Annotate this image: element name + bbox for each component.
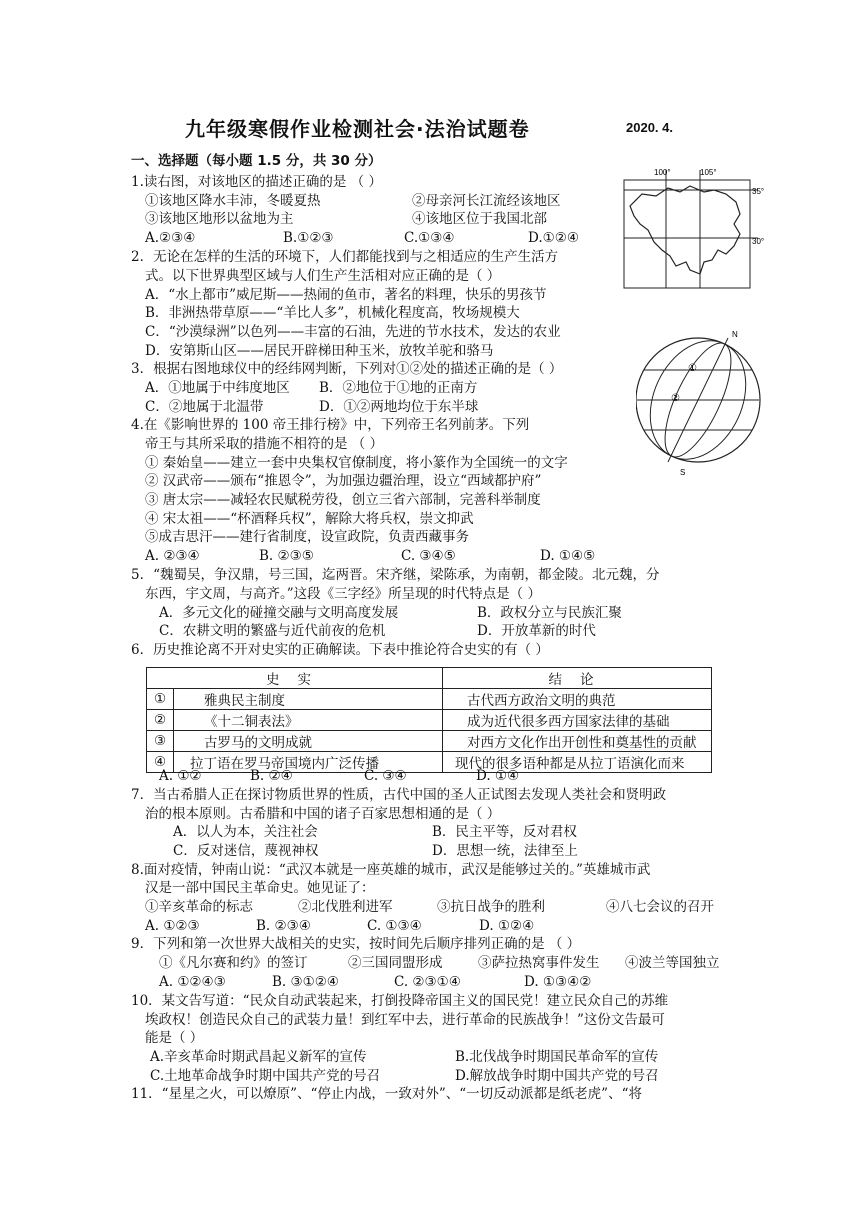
q8-stem-line2: 汉是一部中国民主革命史。她见证了： (145, 880, 375, 896)
q9-statement-4: ④波兰等国独立 (625, 955, 720, 971)
q7-option-a: A．以人为本，关注社会 (173, 824, 318, 840)
q2-option-d: D．安第斯山区——居民开辟梯田种玉米，放牧羊驼和骆马 (145, 343, 494, 359)
q9-statement-3: ③萨拉热窝事件发生 (478, 955, 600, 971)
lat-label-30: 30° (752, 237, 765, 246)
q2-stem-line2: 式。以下世界典型区域与人们生产生活相对应正确的是（ ） (145, 268, 501, 284)
q6-option-d: D. ①④ (476, 768, 520, 784)
q4-option-c: C. ③④⑤ (401, 548, 456, 564)
q8-statement-4: ④八七会议的召开 (606, 899, 714, 915)
q10-option-d: D.解放战争时期中国共产党的号召 (455, 1068, 659, 1084)
row-number: ① (147, 689, 174, 710)
q5-option-a: A．多元文化的碰撞交融与文明高度发展 (159, 605, 399, 621)
lat-label-35: 35° (752, 187, 765, 196)
q4-statement-2: ② 汉武帝——颁布“推恩令”，为加强边疆治理，设立“西域都护府” (145, 473, 542, 489)
q10-stem-line1: 10．某文告写道：“民众自动武装起来，打倒投降帝国主义的国民党！建立民众自己的苏维 (131, 993, 669, 1009)
row-conclusion: 现代的很多语种都是从拉丁语演化而来 (443, 752, 712, 773)
lon-label-105: 105° (700, 168, 717, 177)
q8-statement-2: ②北伐胜利进军 (298, 899, 393, 915)
q2-option-a: A．“水上都市”威尼斯——热闹的鱼市，著名的料理，快乐的男孩节 (145, 287, 547, 303)
q6-option-b: B. ②④ (250, 768, 293, 784)
q5-option-d: D．开放革新的时代 (477, 623, 596, 639)
q3-option-d: D．①②两地均位于东半球 (319, 399, 479, 415)
q2-stem-line1: 2．无论在怎样的生活的环境下，人们都能找到与之相适应的生产生活方 (131, 249, 559, 265)
q10-option-b: B.北伐战争时期国民革命军的宣传 (455, 1049, 659, 1065)
q4-option-d: D. ①④⑤ (540, 548, 596, 564)
table-row (147, 689, 712, 710)
q1-statement-2: ②母亲河长江流经该地区 (412, 193, 561, 209)
globe-south-label: S (680, 468, 686, 475)
q6-stem: 6．历史推论离不开对史实的正确解读。下表中推论符合史实的有（ ） (131, 642, 549, 658)
globe-point-2: ② (671, 393, 680, 404)
q3-option-c: C．②地属于北温带 (145, 399, 264, 415)
table-row (147, 731, 712, 752)
header-fact: 史实 (147, 668, 443, 689)
header-conclusion: 结论 (443, 668, 712, 689)
q4-option-a: A. ②③④ (145, 548, 200, 564)
q1-statement-3: ③该地区地形以盆地为主 (145, 211, 294, 227)
q9-statement-2: ②三国同盟形成 (348, 955, 443, 971)
globe-figure (636, 325, 766, 475)
q9-option-a: A. ①②④③ (159, 974, 226, 990)
q2-option-b: B．非洲热带草原——“羊比人多”，机械化程度高，牧场规模大 (145, 305, 520, 321)
row-number: ④ (147, 752, 174, 773)
q5-stem-line2: 东西，宇文周，与高齐。”这段《三字经》所呈现的时代特点是（ ） (145, 586, 541, 602)
table-row (147, 752, 712, 773)
q8-option-b: B. ②③④ (256, 918, 311, 934)
q4-option-b: B. ②③⑤ (259, 548, 314, 564)
row-conclusion: 对西方文化作出开创性和奠基性的贡献 (443, 731, 712, 752)
q11-stem-line1: 11．“星星之火，可以燎原”、“停止内战，一致对外”、“一切反动派都是纸老虎”、“将 (131, 1086, 642, 1102)
globe-north-label: N (732, 330, 738, 339)
globe-point-1: ① (688, 363, 697, 374)
q4-statement-4: ④ 宋太祖——“杯酒释兵权”，解除大将兵权，崇文抑武 (145, 511, 474, 527)
q7-stem-line2: 治的根本原则。古希腊和中国的诸子百家思想相通的是（ ） (145, 806, 501, 822)
q10-stem-line2: 埃政权！创造民众自己的武装力量！到红军中去，进行革命的民族战争！”这份文告最可 (145, 1012, 665, 1028)
table-row (147, 710, 712, 731)
section-heading: 一、选择题（每小题 1.5 分，共 30 分） (131, 153, 382, 169)
q7-option-b: B．民主平等，反对君权 (432, 824, 577, 840)
q8-stem-line1: 8.面对疫情，钟南山说：“武汉本就是一座英雄的城市，武汉是能够过关的。”英雄城市武 (131, 862, 651, 878)
q4-stem-line2: 帝王与其所采取的措施不相符的是 （ ） (145, 436, 384, 452)
q3-option-a: A．①地属于中纬度地区 (145, 380, 290, 396)
q4-statement-3: ③ 唐太宗——减轻农民赋税劳役，创立三省六部制，完善科举制度 (145, 492, 541, 508)
q1-option-d: D.①②④ (528, 230, 579, 246)
row-number: ② (147, 710, 174, 731)
q9-option-d: D. ①③④② (524, 974, 592, 990)
q5-stem-line1: 5．“魏蜀吴，争汉鼎，号三国，迄两晋。宋齐继，梁陈承，为南朝，都金陵。北元魏，分 (131, 567, 660, 583)
q8-option-a: A. ①②③ (145, 918, 200, 934)
q9-option-b: B. ③①②④ (272, 974, 339, 990)
q8-statement-3: ③抗日战争的胜利 (437, 899, 545, 915)
q10-stem-line3: 能是（ ） (145, 1030, 204, 1046)
q1-statement-1: ①该地区降水丰沛，冬暖夏热 (145, 193, 321, 209)
q4-statement-5: ⑤成吉思汗——建行省制度，设宣政院，负责西藏事务 (145, 529, 469, 545)
row-number: ③ (147, 731, 174, 752)
q5-option-b: B．政权分立与民族汇聚 (477, 605, 622, 621)
q4-statement-1: ① 秦始皇——建立一套中央集权官僚制度，将小篆作为全国统一的文字 (145, 455, 568, 471)
row-fact: 拉丁语在罗马帝国境内广泛传播 (174, 752, 443, 773)
lon-label-100: 100° (654, 168, 671, 177)
q9-stem: 9．下列和第一次世界大战相关的史实，按时间先后顺序排列正确的是 （ ） (131, 936, 581, 952)
q7-stem-line1: 7．当古希腊人正在探讨物质世界的性质，古代中国的圣人正试图去发现人类社会和贤明政 (131, 787, 667, 803)
row-conclusion: 成为近代很多西方国家法律的基础 (443, 710, 712, 731)
row-fact: 古罗马的文明成就 (174, 731, 443, 752)
q6-option-c: C. ③④ (364, 768, 407, 784)
q8-statement-1: ①辛亥革命的标志 (145, 899, 253, 915)
q9-option-c: C. ②③①④ (394, 974, 461, 990)
q1-stem: 1.读右图，对该地区的描述正确的是 （ ） (131, 174, 382, 190)
q10-option-a: A.辛亥革命时期武昌起义新军的宣传 (150, 1049, 367, 1065)
exam-date: 2020. 4. (626, 120, 673, 135)
q3-stem: 3．根据右图地球仪中的经纬网判断，下列对①②处的描述正确的是（ ） (131, 361, 563, 377)
q1-option-c: C.①③④ (404, 230, 455, 246)
q2-option-c: C．“沙漠绿洲”以色列——丰富的石油，先进的节水技术，发达的农业 (145, 324, 561, 340)
row-conclusion: 古代西方政治文明的典范 (443, 689, 712, 710)
q10-option-c: C.土地革命战争时期中国共产党的号召 (150, 1068, 381, 1084)
q8-option-c: C. ①③④ (367, 918, 422, 934)
row-fact: 《十二铜表法》 (174, 710, 443, 731)
history-table (146, 667, 712, 773)
q6-option-a: A. ①② (159, 768, 202, 784)
q7-option-c: C．反对迷信，蔑视神权 (173, 843, 319, 859)
q7-option-d: D．思想一统，法律至上 (432, 843, 578, 859)
q8-option-d: D. ①②④ (479, 918, 535, 934)
q4-stem-line1: 4.在《影响世界的 100 帝王排行榜》中，下列帝王名列前茅。下列 (131, 417, 530, 433)
q5-option-c: C．农耕文明的繁盛与近代前夜的危机 (159, 623, 386, 639)
q3-option-b: B．②地位于①地的正南方 (319, 380, 478, 396)
q9-statement-1: ①《凡尔赛和约》的签订 (159, 955, 308, 971)
region-map-figure (618, 166, 768, 290)
exam-title: 九年级寒假作业检测社会·法治试题卷 (185, 117, 530, 141)
row-fact: 雅典民主制度 (174, 689, 443, 710)
history-table-header (147, 668, 712, 689)
q1-statement-4: ④该地区位于我国北部 (412, 211, 547, 227)
q1-option-b: B.①②③ (283, 230, 334, 246)
q1-option-a: A.②③④ (145, 230, 196, 246)
